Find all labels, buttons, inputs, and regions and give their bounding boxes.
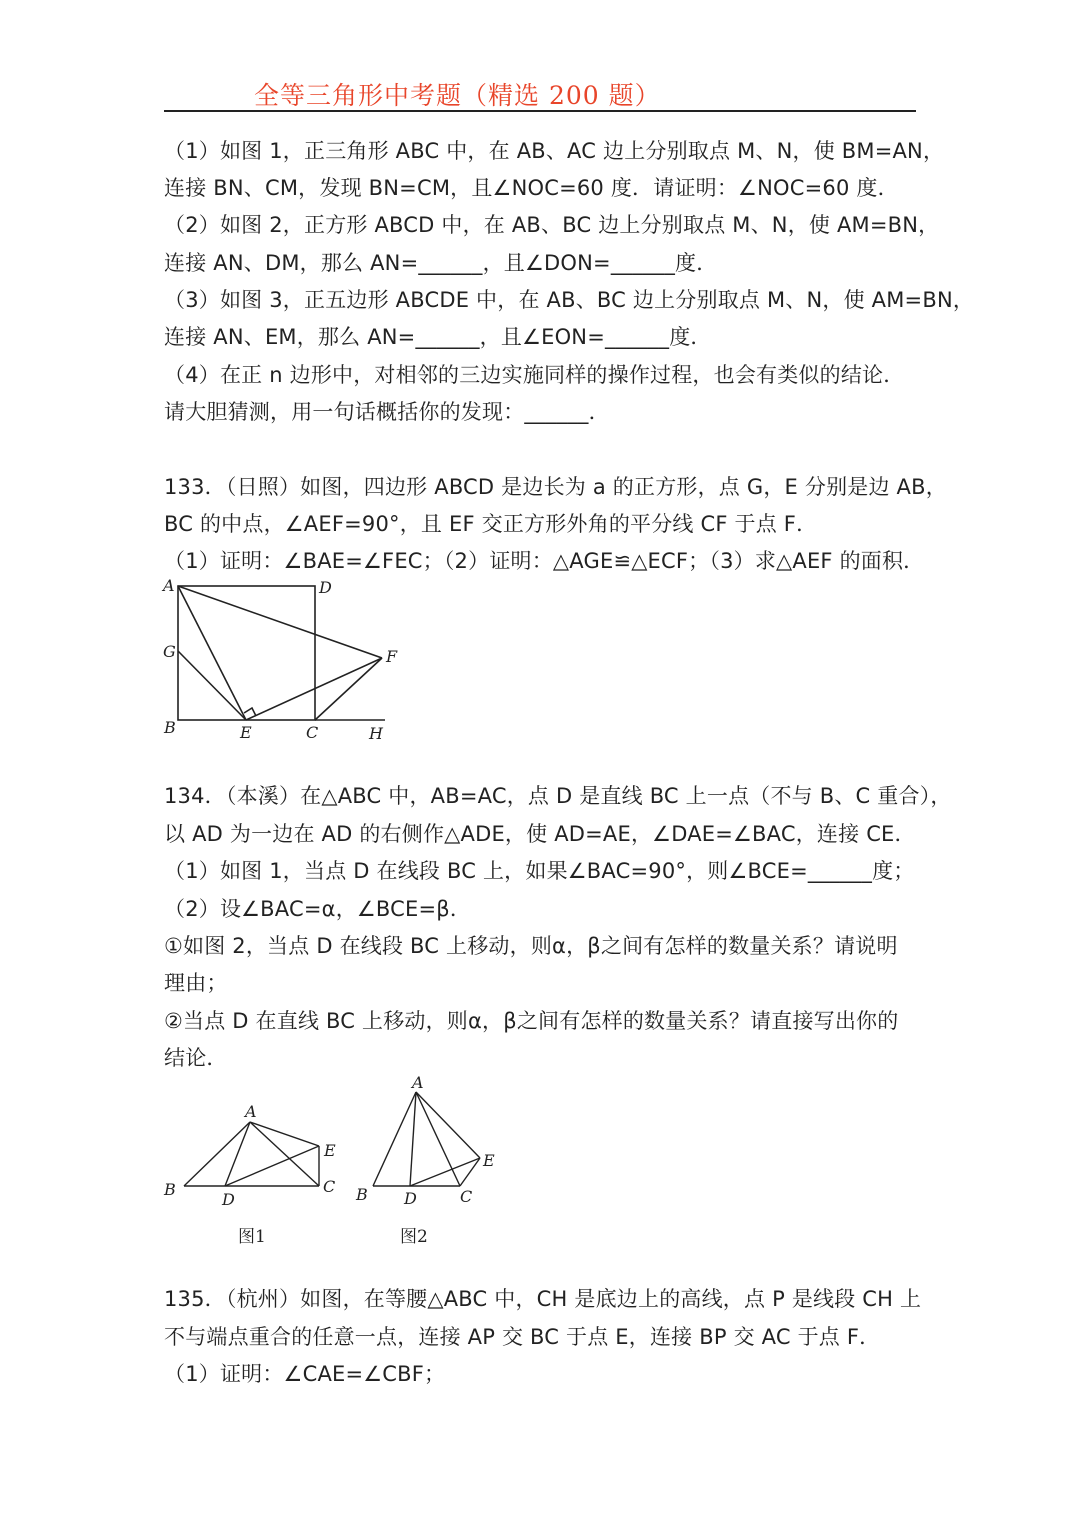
q134-line-2: 以 AD 为一边在 AD 的右侧作△ADE，使 AD=AE，∠DAE=∠BAC，连接 CE． — [164, 822, 916, 846]
right-angle-mark — [244, 708, 256, 716]
fig2-label-e: E — [483, 1151, 495, 1170]
q133-line-2: BC 的中点，∠AEF=90°，且 EF 交正方形外角的平分线 CF 于点 F． — [164, 512, 818, 536]
q132-line-7: （4）在正 n 边形中，对相邻的三边实施同样的操作过程，也会有类似的结论． — [164, 363, 905, 387]
label-c: C — [306, 723, 319, 742]
fig2-caption: 图2 — [400, 1227, 428, 1247]
q132-line-6: 连接 AN、EM，那么 AN=______，且∠EON=______度． — [164, 325, 712, 349]
q132-line-8: 请大胆猜测，用一句话概括你的发现：______． — [164, 400, 610, 424]
q133-line-1: 133．（日照）如图，四边形 ABCD 是边长为 a 的正方形，点 G，E 分别是边 AB， — [164, 475, 947, 499]
q135-line-3: （1）证明：∠CAE=∠CBF； — [164, 1362, 446, 1386]
label-e: E — [240, 723, 252, 742]
label-h: H — [369, 724, 383, 743]
q134-line-4: （2）设∠BAC=α，∠BCE=β． — [164, 897, 472, 921]
fig1-label-e: E — [324, 1141, 336, 1160]
q134-line-1: 134．（本溪）在△ABC 中，AB=AC，点 D 是直线 BC 上一点（不与 B、C 重合）， — [164, 784, 952, 808]
label-d: D — [319, 578, 332, 597]
q134-line-7: ②当点 D 在直线 BC 上移动，则α，β之间有怎样的数量关系？请直接写出你的 — [164, 1009, 899, 1033]
document-title: 全等三角形中考题（精选 200 题） — [254, 81, 661, 110]
q134-figure-1 — [160, 1100, 345, 1210]
fig2-label-d: D — [404, 1189, 417, 1208]
fig2-label-a: A — [412, 1073, 424, 1092]
fig1-label-b: B — [164, 1180, 176, 1199]
fig1-caption: 图1 — [238, 1227, 266, 1247]
q135-line-1: 135．（杭州）如图，在等腰△ABC 中，CH 是底边上的高线，点 P 是线段 CH 上 — [164, 1287, 922, 1311]
q132-line-5: （3）如图 3，正五边形 ABCDE 中，在 AB、BC 边上分别取点 M、N，使 AM=BN， — [164, 288, 975, 312]
fig2-label-b: B — [356, 1185, 368, 1204]
q135-line-2: 不与端点重合的任意一点，连接 AP 交 BC 于点 E，连接 BP 交 AC 于点 F． — [164, 1325, 881, 1349]
q134-figure-2 — [350, 1072, 510, 1212]
q134-line-5: ①如图 2，当点 D 在线段 BC 上移动，则α，β之间有怎样的数量关系？请说明 — [164, 934, 898, 958]
fig1-label-a: A — [245, 1102, 257, 1121]
square-abcd — [178, 586, 315, 720]
q132-line-4: 连接 AN、DM，那么 AN=______，且∠DON=______度． — [164, 251, 718, 275]
fig1-label-d: D — [222, 1190, 235, 1209]
fig2-label-c: C — [460, 1187, 473, 1206]
q134-line-6: 理由； — [164, 971, 228, 995]
q132-line-2: 连接 BN、CM，发现 BN=CM，且∠NOC=60 度．请证明：∠NOC=60 度． — [164, 176, 899, 200]
q132-line-1: （1）如图 1，正三角形 ABC 中，在 AB、AC 边上分别取点 M、N，使 BM=AN， — [164, 139, 945, 163]
segment-ef — [246, 658, 382, 720]
segment-cf — [315, 658, 382, 720]
q132-line-3: （2）如图 2，正方形 ABCD 中，在 AB、BC 边上分别取点 M、N，使 AM=BN， — [164, 213, 940, 237]
q133-line-3: （1）证明：∠BAE=∠FEC；（2）证明：△AGE≌△ECF；（3）求△AEF 的面积． — [164, 549, 925, 573]
label-a: A — [163, 576, 175, 595]
label-b: B — [164, 718, 176, 737]
label-f: F — [386, 647, 398, 666]
q133-figure — [160, 575, 400, 750]
fig1-label-c: C — [323, 1177, 336, 1196]
q134-line-3: （1）如图 1，当点 D 在线段 BC 上，如果∠BAC=90°，则∠BCE=______度； — [164, 859, 915, 883]
segment-ge — [178, 651, 246, 720]
title-rule — [164, 110, 916, 112]
q134-line-8: 结论． — [164, 1046, 228, 1070]
label-g: G — [163, 642, 176, 661]
